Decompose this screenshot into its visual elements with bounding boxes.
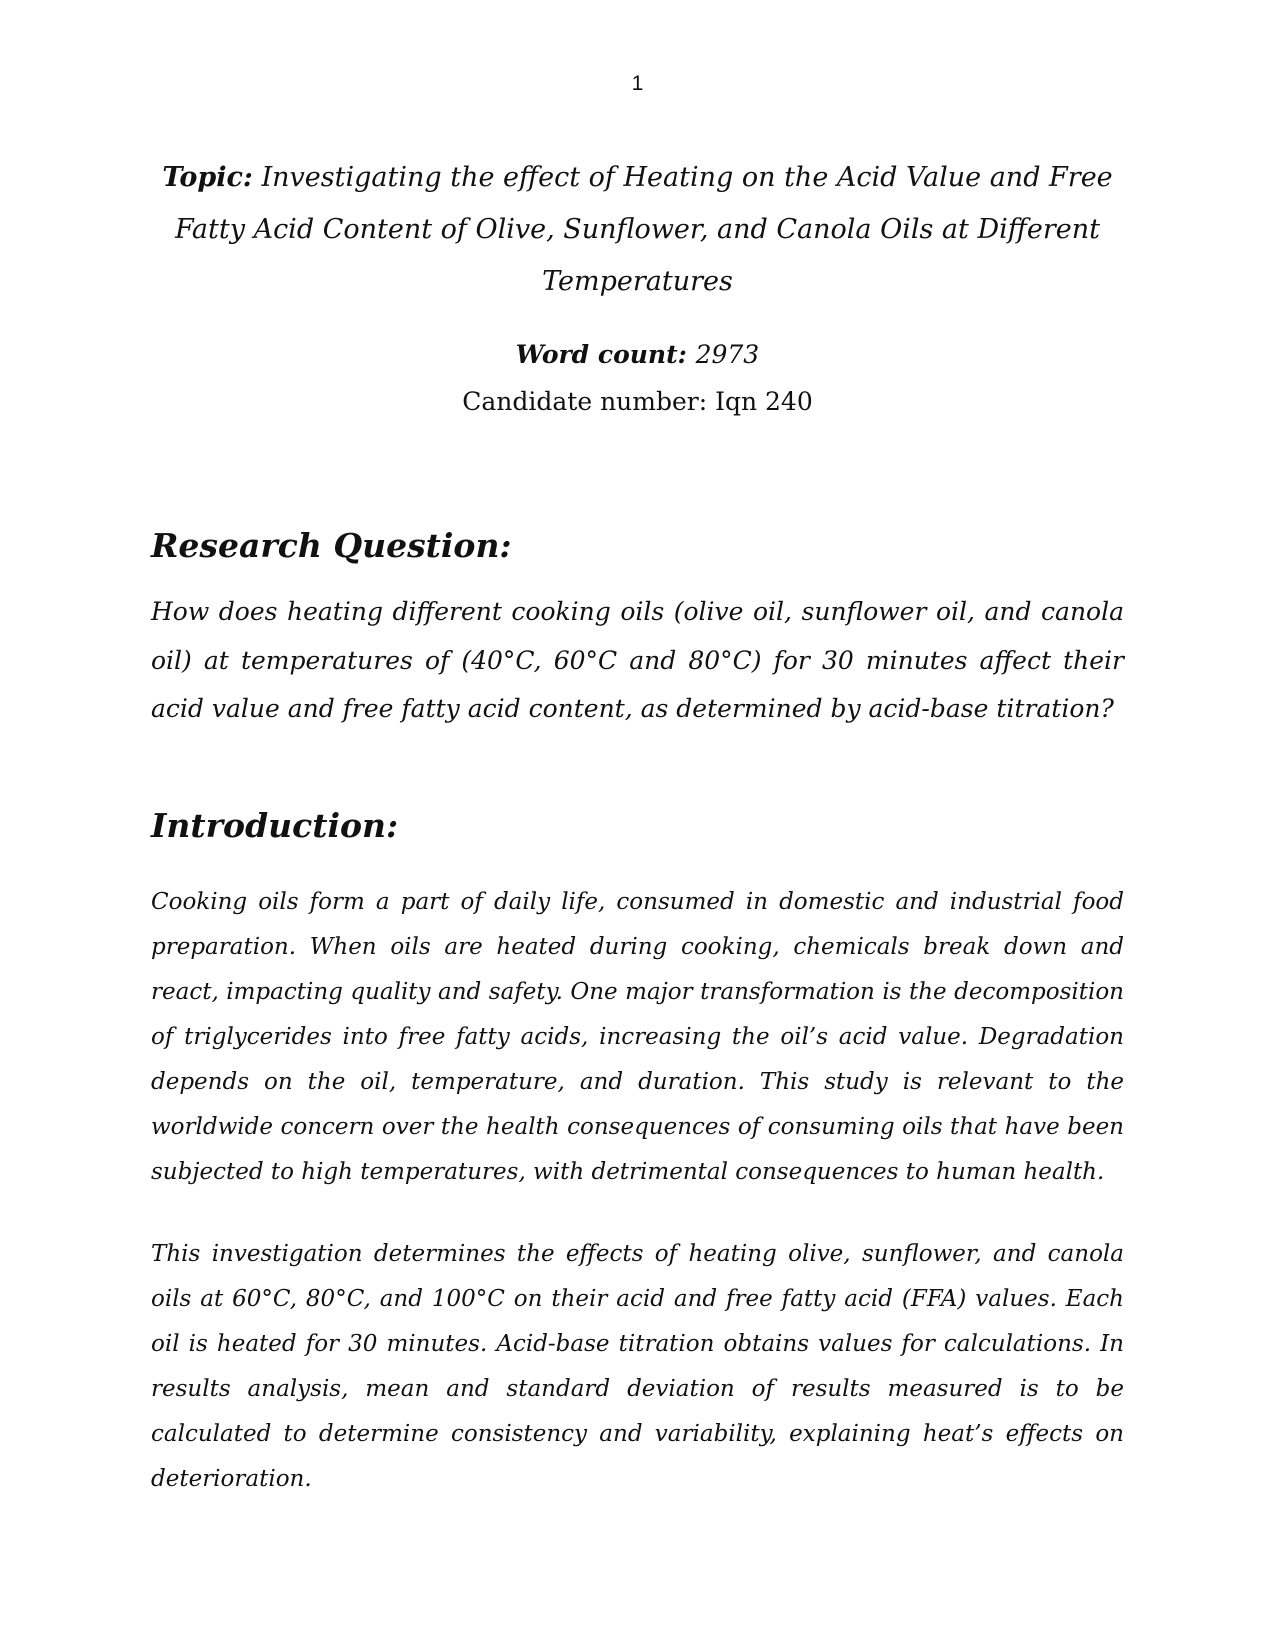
introduction-paragraph: Cooking oils form a part of daily life, consumed in domestic and industrial food preparation. When oils are heated during cooking, chemicals break down and react, impacting quality and safety. One major transformation is the decomposition of triglycerides into free fatty acids, increasing the oil’s acid value. Degradation depends on the oil, temperature, and duration. This study is relevant to the worldwide concern over the health consequences of consuming oils that have been subjected to high temperatures, with detrimental consequences to human health.	[151, 889, 1124, 1185]
topic-block	[160, 152, 1115, 308]
candidate-number: Candidate number: Iqn 240	[462, 387, 813, 416]
research-question-heading: Research Question:	[151, 526, 512, 565]
word-count-value: 2973	[695, 340, 760, 369]
research-question-text: How does heating different cooking oils (olive oil, sunflower oil, and canola oil) at temperatures of (40°C, 60°C and 80°C) for 30 minutes affect their acid value and free fatty acid content, as determined by acid-base titration?	[151, 597, 1124, 723]
word-count-label: Word count:	[515, 340, 687, 369]
introduction-paragraph: This investigation determines the effects of heating olive, sunflower, and canola oils at 60°C, 80°C, and 100°C on their acid and free fatty acid (FFA) values. Each oil is heated for 30 minutes. Acid-base titration obtains values for calculations. In results analysis, mean and standard deviation of results measured is to be calculated to determine consistency and variability, explaining heat’s effects on deterioration.	[151, 1241, 1124, 1492]
page-number: 1	[631, 72, 644, 95]
topic-label: Topic:	[162, 162, 253, 193]
introduction-heading: Introduction:	[151, 806, 399, 845]
topic-text: Investigating the effect of Heating on the Acid Value and Free Fatty Acid Content of Olive, Sunflower, and Canola Oils at Different Temperatures	[175, 162, 1113, 297]
word-count	[0, 340, 1275, 369]
